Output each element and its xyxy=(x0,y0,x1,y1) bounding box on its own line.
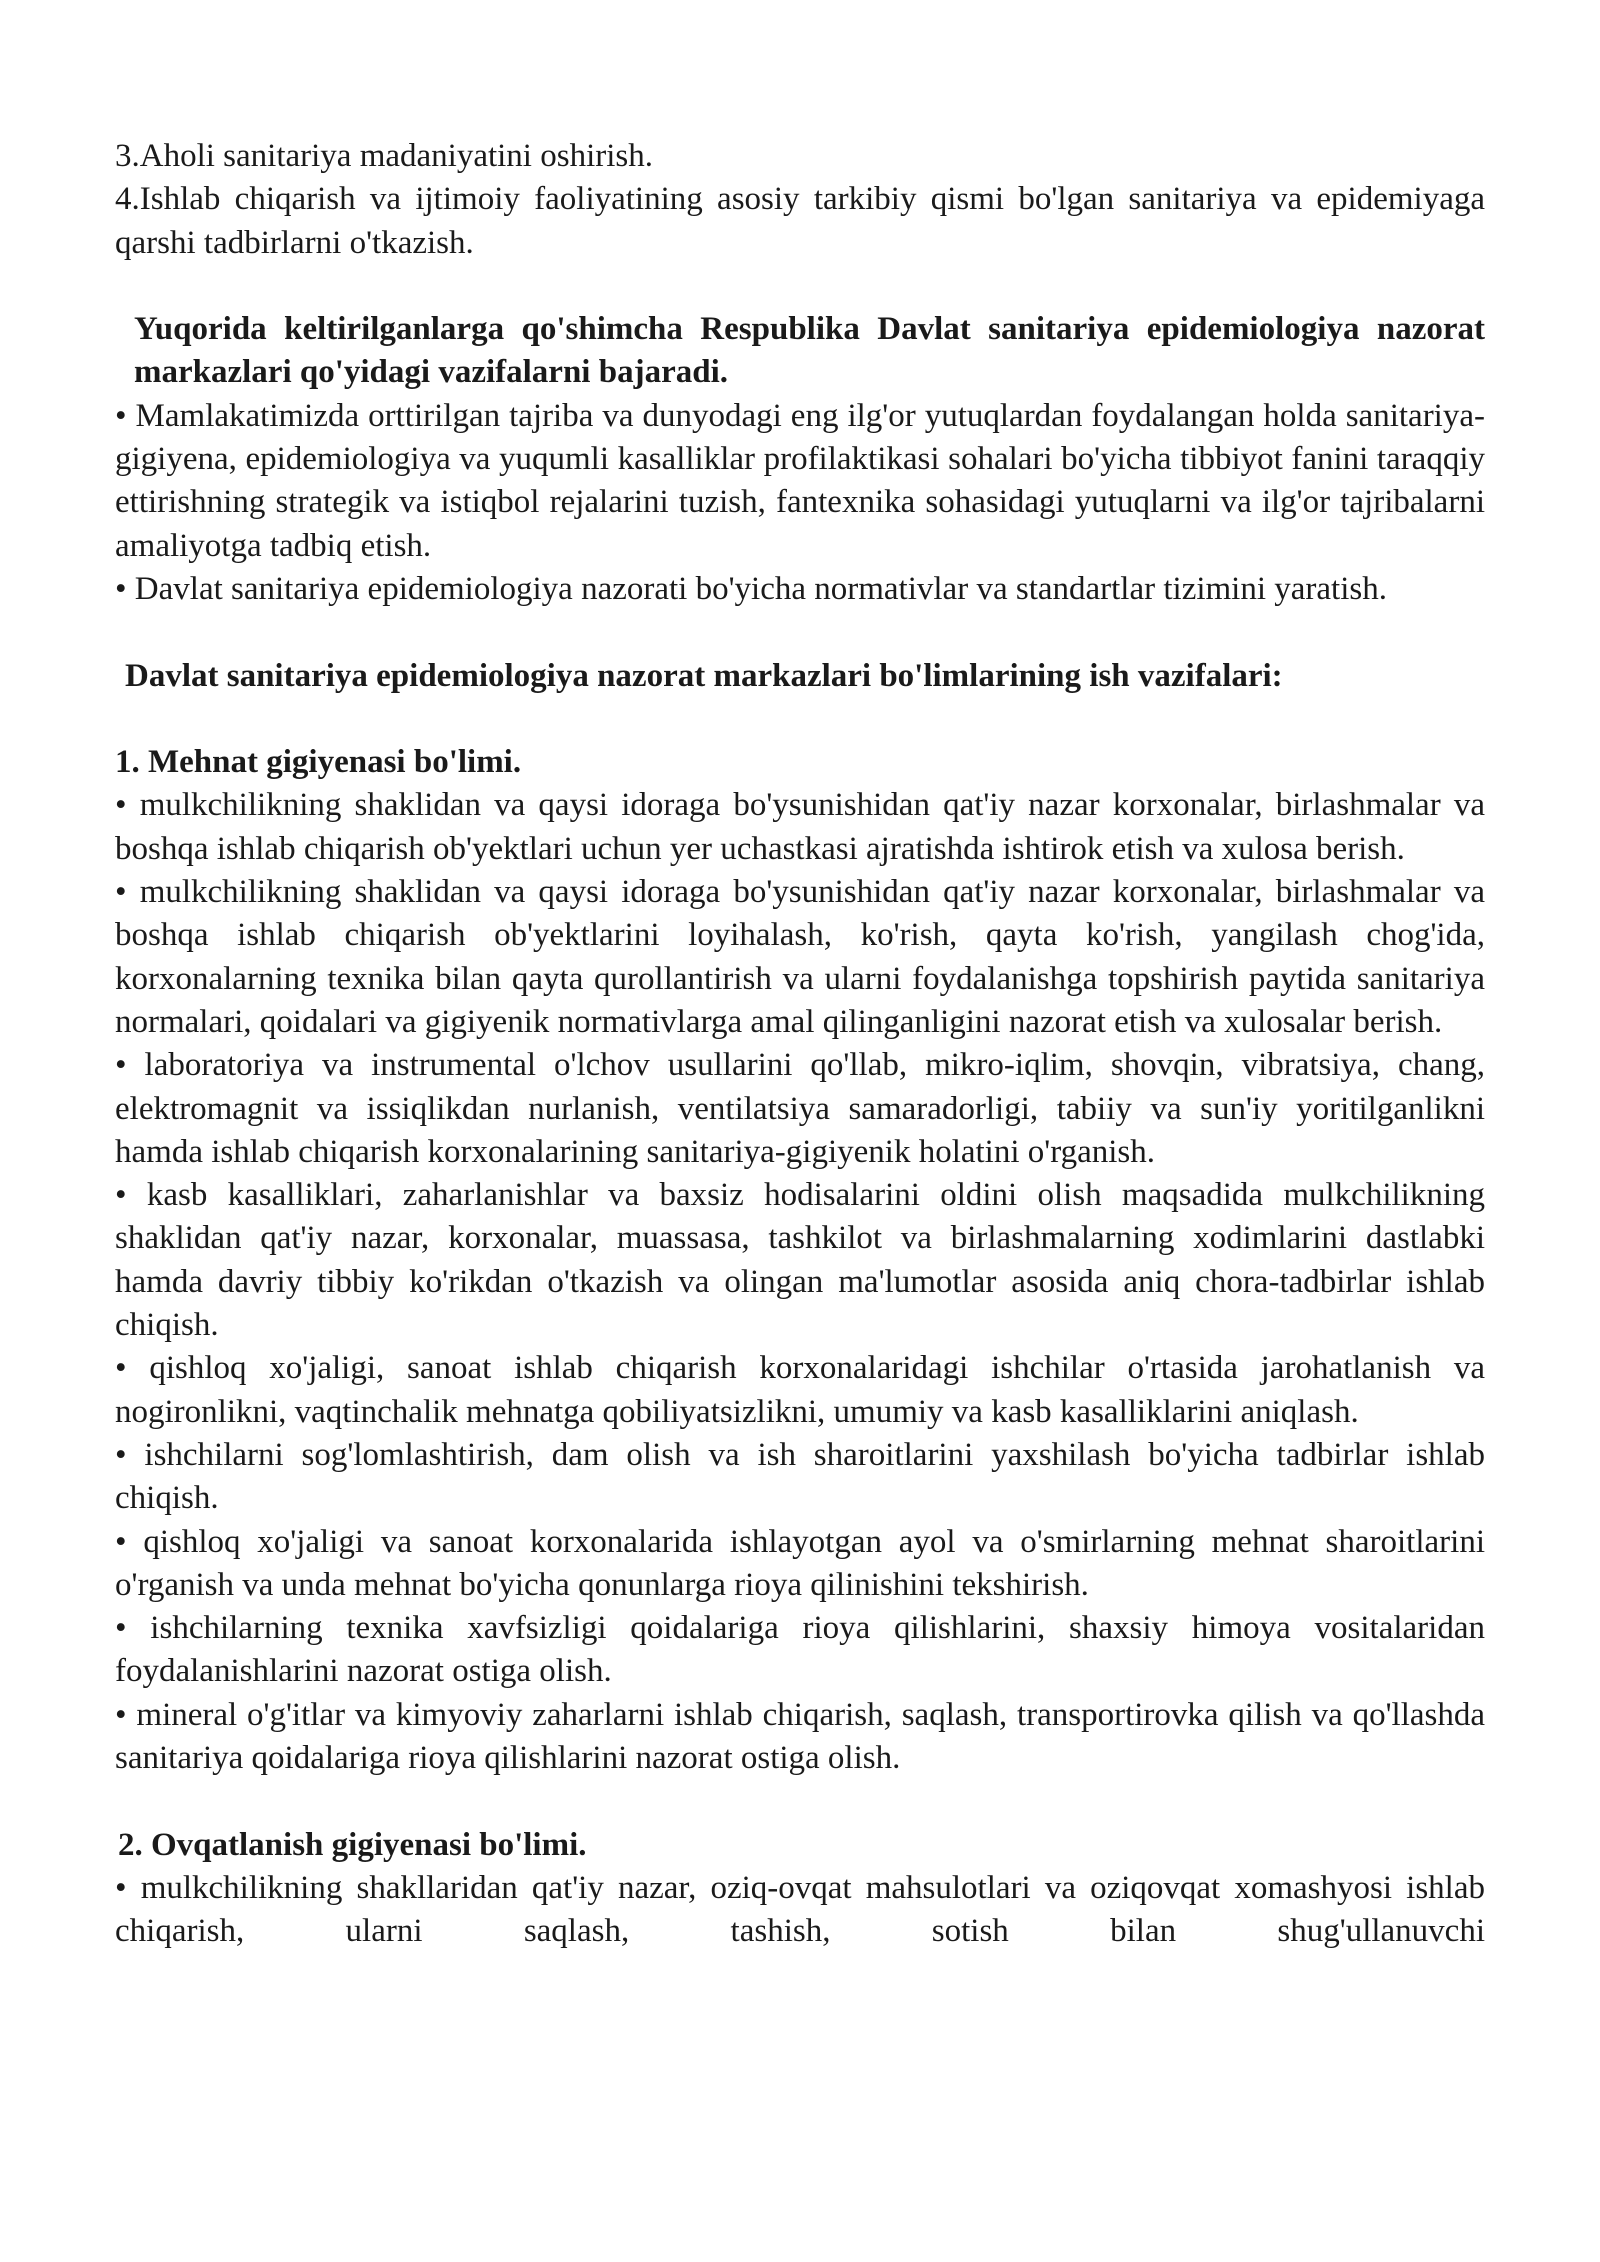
list-item: • ishchilarni sog'lomlashtirish, dam olish va ish sharoitlarini yaxshilash bo'yicha tadbirlar ishlab chiqish. xyxy=(115,1436,1485,1517)
list-item: • qishloq xo'jaligi va sanoat korxonalarida ishlayotgan ayol va o'smirlarning mehnat sharoitlarini o'rganish va unda mehnat bo'yicha qonunlarga rioya qilinishini tekshirish. xyxy=(115,1523,1485,1603)
list-item: • qishloq xo'jaligi, sanoat ishlab chiqarish korxonalaridagi ishchilar o'rtasida jarohatlanish va nogironlikni, vaqtinchalik mehnatga qobiliyatsizlikni, umumiy va kasb kasalliklarini aniqlash. xyxy=(115,1350,1485,1430)
republic-heading: Yuqorida keltirilganlarga qo'shimcha Respublika Davlat sanitariya epidemiologiya nazorat markazlari qo'yidagi vazifalarni bajaradi. xyxy=(134,311,1485,391)
list-item: • ishchilarning texnika xavfsizligi qoidalariga rioya qilishlarini, shaxsiy himoya vositalaridan foydalanishlarini nazorat ostiga olish. xyxy=(115,1610,1485,1690)
section-heading-occupational-hygiene: 1. Mehnat gigiyenasi bo'limi. xyxy=(115,744,522,781)
spacer xyxy=(115,265,1485,308)
republic-item: • Davlat sanitariya epidemiologiya nazorati bo'yicha normativlar va standartlar tizimini yaratish. xyxy=(115,570,1387,607)
spacer xyxy=(115,611,1485,654)
intro-item-4: 4.Ishlab chiqarish va ijtimoiy faoliyatining asosiy tarkibiy qismi bo'lgan sanitariya va epidemiyaga qarshi tadbirlarni o'tkazish. xyxy=(115,181,1485,261)
departments-heading: Davlat sanitariya epidemiologiya nazorat markazlari bo'limlarining ish vazifalari: xyxy=(125,657,1283,694)
list-item: • mulkchilikning shakllaridan qat'iy nazar, oziq-ovqat mahsulotlari va oziqovqat xomashyosi ishlab chiqarish, ularni saqlash, tashish, sotish bilan shug'ullanuvchi xyxy=(115,1869,1485,1950)
spacer xyxy=(115,1780,1485,1823)
spacer xyxy=(115,698,1485,741)
list-item: • mulkchilikning shaklidan va qaysi idoraga bo'ysunishidan qat'iy nazar korxonalar, birlashmalar va boshqa ishlab chiqarish ob'yektlari uchun yer uchastkasi ajratishda ishtirok etish va xulosa berish. xyxy=(115,787,1485,867)
list-item: • kasb kasalliklari, zaharlanishlar va baxsiz hodisalarini oldini olish maqsadida mulkchilikning shaklidan qat'iy nazar, korxonalar, muassasa, tashkilot va birlashmalarning xodimlarini dastlabki hamda davriy tibbiy ko'rikdan o'tkazish va olingan ma'lumotlar asosida aniq chora-tadbirlar ishlab chiqish. xyxy=(115,1177,1485,1344)
list-item: • laboratoriya va instrumental o'lchov usullarini qo'llab, mikro-iqlim, shovqin, vibratsiya, chang, elektromagnit va issiqlikdan nurlanish, ventilatsiya samaradorligi, tabiiy va sun'iy yoritilganlikni hamda ishlab chiqarish korxonalarining sanitariya-gigiyenik holatini o'rganish. xyxy=(115,1047,1485,1170)
list-item: • mulkchilikning shaklidan va qaysi idoraga bo'ysunishidan qat'iy nazar korxonalar, birlashmalar va boshqa ishlab chiqarish ob'yektlarini loyihalash, ko'rish, qayta ko'rish, yangilash chog'ida, korxonalarning texnika bilan qayta qurollantirish va ularni foydalanishga topshirish paytida sanitariya normalari, qoidalari va gigiyenik normativlarga amal qilinganligini nazorat etish va xulosalar berish. xyxy=(115,874,1485,1040)
intro-item-3: 3.Aholi sanitariya madaniyatini oshirish. xyxy=(115,138,653,174)
list-item: • mineral o'g'itlar va kimyoviy zaharlarni ishlab chiqarish, saqlash, transportirovka qilish va qo'llashda sanitariya qoidalariga rioya qilishlarini nazorat ostiga olish. xyxy=(115,1696,1485,1776)
document-page xyxy=(115,135,1485,1953)
section-heading-nutrition-hygiene: 2. Ovqatlanish gigiyenasi bo'limi. xyxy=(118,1826,587,1863)
republic-item: • Mamlakatimizda orttirilgan tajriba va dunyodagi eng ilg'or yutuqlardan foydalangan holda sanitariya-gigiyena, epidemiologiya va yuqumli kasalliklar profilaktikasi sohalari bo'yicha tibbiyot fanini taraqqiy ettirishning strategik va istiqbol rejalarini tuzish, fantexnika sohasidagi yutuqlarni va ilg'or tajribalarni amaliyotga tadbiq etish. xyxy=(115,397,1485,564)
